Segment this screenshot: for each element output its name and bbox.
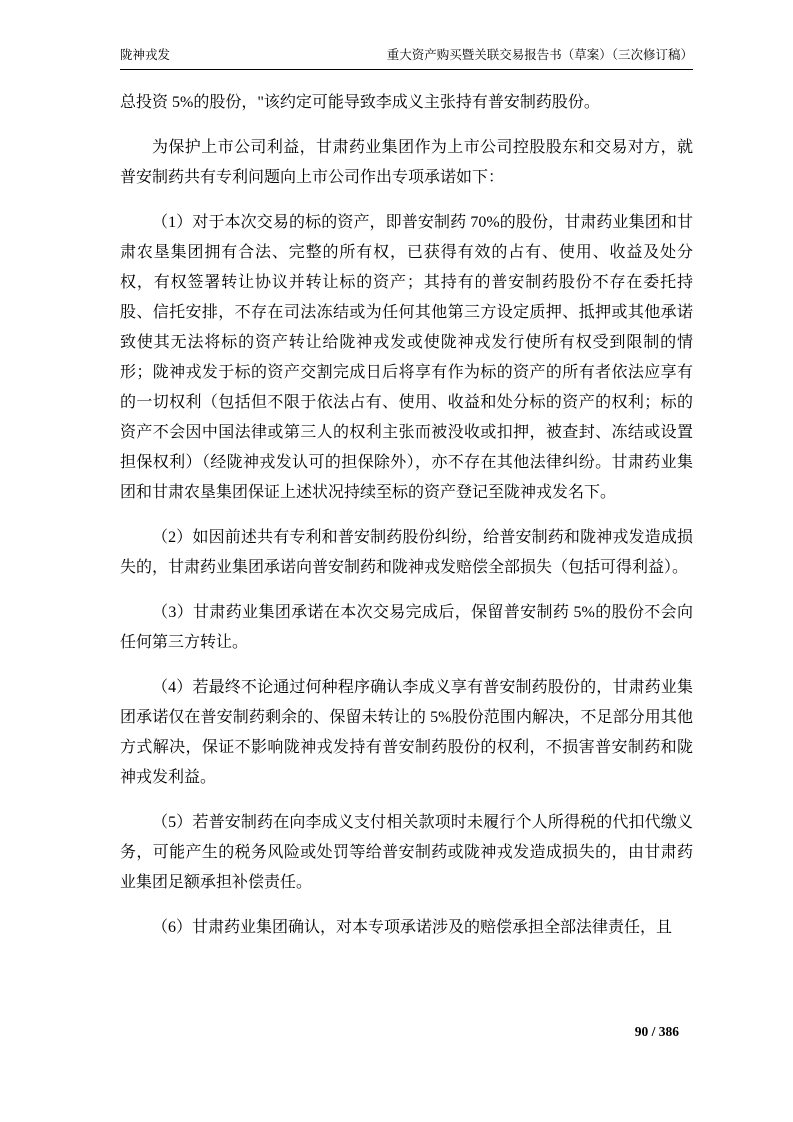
page-header: [120, 46, 693, 70]
paragraph: （2）如因前述共有专利和普安制药股份纠纷，给普安制药和陇神戎发造成损失的，甘肃药业集团承诺向普安制药和陇神戎发赔偿全部损失（包括可得利益）。: [120, 529, 693, 576]
paragraph: （5）若普安制药在向李成义支付相关款项时未履行个人所得税的代扣代缴义务，可能产生的税务风险或处罚等给普安制药或陇神戎发造成损失的，由甘肃药业集团足额承担补偿责任。: [120, 814, 693, 891]
document-body: [120, 88, 693, 943]
paragraph: 为保护上市公司利益，甘肃药业集团作为上市公司控股股东和交易对方，就普安制药共有专利问题向上市公司作出专项承诺如下：: [120, 139, 693, 186]
page-number: 90 / 386: [634, 1024, 679, 1039]
paragraph: （3）甘肃药业集团承诺在本次交易完成后，保留普安制药 5%的股份不会向任何第三方转让。: [120, 604, 693, 651]
page-footer: [635, 1024, 679, 1040]
header-right-title: 重大资产购买暨关联交易报告书（草案）（三次修订稿）: [386, 48, 693, 62]
paragraph: 总投资 5%的股份，"该约定可能导致李成义主张持有普安制药股份。: [120, 94, 600, 111]
paragraph: （4）若最终不论通过何种程序确认李成义享有普安制药股份的，甘肃药业集团承诺仅在普安制药剩余的、保留未转让的 5%股份范围内解决，不足部分用其他方式解决，保证不影响陇神戎发持有普安制药股份的权利，不损害普安制药和陇神戎发利益。: [120, 679, 693, 786]
paragraph: （1）对于本次交易的标的资产，即普安制药 70%的股份，甘肃药业集团和甘肃农垦集团拥有合法、完整的所有权，已获得有效的占有、使用、收益及处分权，有权签署转让协议并转让标的资产；其持有的普安制药股份不存在委托持股、信托安排，不存在司法冻结或为任何其他第三方设定质押、抵押或其他承诺致使其无法将标的资产转让给陇神戎发或使陇神戎发行使所有权受到限制的情形；陇神戎发于标的资产交割完成日后将享有作为标的资产的所有者依法应享有的一切权利（包括但不限于依法占有、使用、收益和处分标的资产的权利；标的资产不会因中国法律或第三人的权利主张而被没收或扣押，被查封、冻结或设置担保权利）（经陇神戎发认可的担保除外），亦不存在其他法律纠纷。甘肃药业集团和甘肃农垦集团保证上述状况持续至标的资产登记至陇神戎发名下。: [120, 214, 693, 501]
header-left-title: 陇神戎发: [120, 48, 171, 62]
paragraph: （6）甘肃药业集团确认，对本专项承诺涉及的赔偿承担全部法律责任，且: [152, 919, 673, 936]
